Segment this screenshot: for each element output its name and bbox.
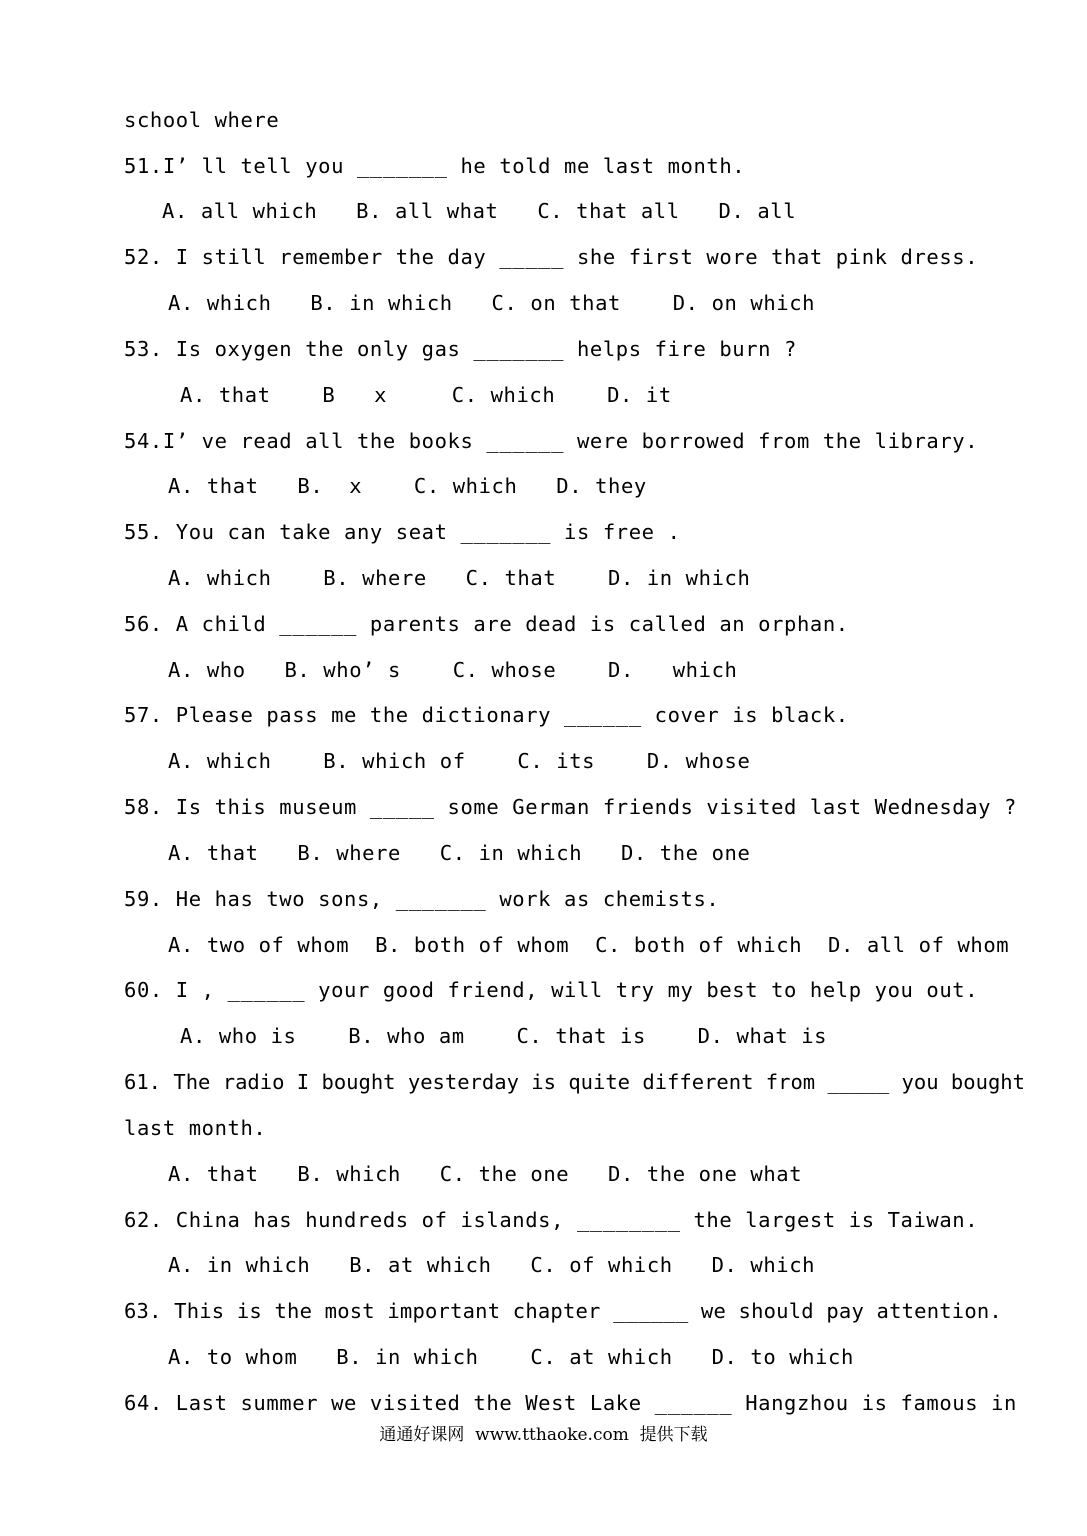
question-61: 61. The radio I bought yesterday is quite different from _____ you bought — [124, 1070, 1025, 1094]
options-53: A. that B x C. which D. it — [180, 383, 672, 407]
options-58: A. that B. where C. in which D. the one — [168, 841, 751, 865]
question-53: 53. Is oxygen the only gas _______ helps fire burn ? — [124, 337, 797, 361]
question-51: 51.I’ ll tell you _______ he told me last month. — [124, 154, 746, 178]
options-52: A. which B. in which C. on that D. on which — [168, 291, 816, 315]
question-61-continuation: last month. — [124, 1116, 267, 1140]
options-62: A. in which B. at which C. of which D. which — [168, 1253, 816, 1277]
question-57: 57. Please pass me the dictionary ______ cover is black. — [124, 703, 849, 727]
page-footer: 通通好课网 www.tthaoke.com 提供下载 — [379, 1425, 708, 1445]
question-59: 59. He has two sons, _______ work as chemists. — [124, 887, 720, 911]
options-55: A. which B. where C. that D. in which — [168, 566, 751, 590]
options-51: A. all which B. all what C. that all D. all — [162, 199, 797, 223]
options-61: A. that B. which C. the one D. the one what — [168, 1162, 803, 1186]
question-54: 54.I’ ve read all the books ______ were borrowed from the library. — [124, 429, 979, 453]
options-63: A. to whom B. in which C. at which D. to which — [168, 1345, 854, 1369]
options-59: A. two of whom B. both of whom C. both of which D. all of whom — [168, 933, 1010, 957]
options-57: A. which B. which of C. its D. whose — [168, 749, 751, 773]
question-52: 52. I still remember the day _____ she first wore that pink dress. — [124, 245, 979, 269]
question-64: 64. Last summer we visited the West Lake ______ Hangzhou is famous in — [124, 1391, 1018, 1415]
question-58: 58. Is this museum _____ some German friends visited last Wednesday ? — [124, 795, 1018, 819]
text-line-continuation: school where — [124, 108, 280, 132]
options-56: A. who B. who’ s C. whose D. which — [168, 658, 738, 682]
question-63: 63. This is the most important chapter ______ we should pay attention. — [124, 1299, 1002, 1323]
question-62: 62. China has hundreds of islands, ________ the largest is Taiwan. — [124, 1208, 979, 1232]
options-60: A. who is B. who am C. that is D. what is — [180, 1024, 828, 1048]
options-54: A. that B. x C. which D. they — [168, 474, 647, 498]
question-56: 56. A child ______ parents are dead is called an orphan. — [124, 612, 849, 636]
question-55: 55. You can take any seat _______ is free . — [124, 520, 681, 544]
question-60: 60. I , ______ your good friend, will try my best to help you out. — [124, 978, 979, 1002]
